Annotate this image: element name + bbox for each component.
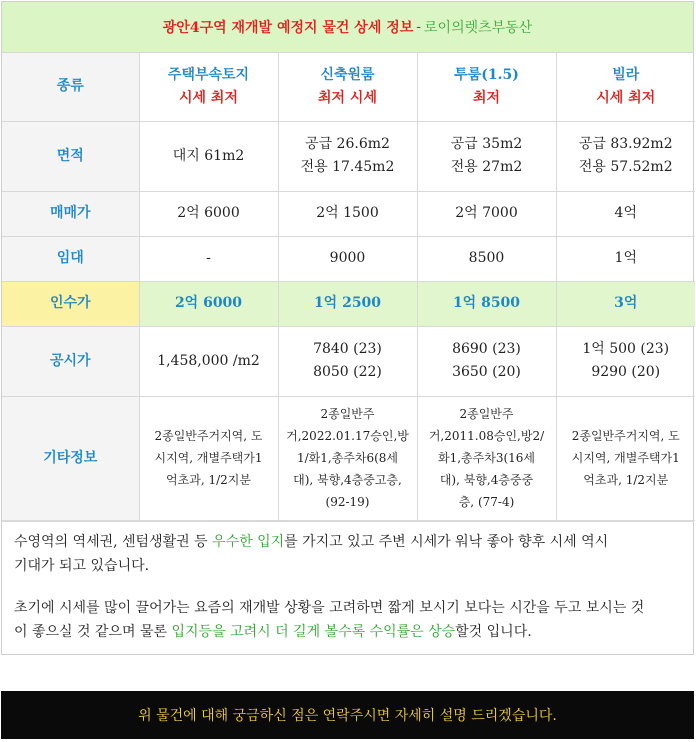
header-land-name: 주택부속토지 <box>167 66 250 83</box>
table-cell: 2종일반주거지역, 도 시지역, 개별주택가1 억초과, 1/2지분 <box>556 396 695 520</box>
table-cell: 1억 <box>556 236 695 281</box>
title-separator: - <box>416 19 422 35</box>
header-oneroom <box>278 53 417 121</box>
row-label-official: 공시가 <box>2 326 139 396</box>
row-label-etc: 기타정보 <box>2 396 139 520</box>
header-type-label: 종류 <box>2 53 139 121</box>
header-land <box>139 53 278 121</box>
table-cell: 공급 83.92m2 전용 57.52m2 <box>556 121 695 191</box>
table-cell: 8690 (23) 3650 (20) <box>417 326 556 396</box>
table-cell: 8500 <box>417 236 556 281</box>
header-oneroom-tag: 최저 시세 <box>318 89 377 106</box>
table-row <box>2 236 695 281</box>
property-table <box>2 53 695 521</box>
description-notes <box>2 521 693 654</box>
table-cell: 7840 (23) 8050 (22) <box>278 326 417 396</box>
table-cell: 2종일반주거지역, 도 시지역, 개별주택가1 억초과, 1/2지분 <box>139 396 278 520</box>
header-villa <box>556 53 695 121</box>
header-row <box>2 53 695 121</box>
header-tworoom-tag: 최저 <box>472 89 501 106</box>
table-cell: 대지 61m2 <box>139 121 278 191</box>
table-cell: 1,458,000 /m2 <box>139 326 278 396</box>
table-cell: 2억 7000 <box>417 191 556 236</box>
contact-banner: 위 물건에 대해 궁금하신 점은 연락주시면 자세히 설명 드리겠습니다. <box>1 691 694 739</box>
header-land-tag: 시세 최저 <box>179 89 238 106</box>
note-paragraph-2: 초기에 시세를 많이 끌어가는 요즘의 재개발 상황을 고려하면 짧게 보시기 보다는 시간을 두고 보시는 것 이 좋으실 것 같으며 물론 입지등을 고려시 더 길게 볼수록 수익률은 상승할것 입니다. <box>14 599 645 640</box>
table-cell: 2억 6000 <box>139 191 278 236</box>
table-cell: 공급 35m2 전용 27m2 <box>417 121 556 191</box>
table-cell: - <box>139 236 278 281</box>
table-row <box>2 121 695 191</box>
table-cell: 공급 26.6m2 전용 17.45m2 <box>278 121 417 191</box>
table-cell: 9000 <box>278 236 417 281</box>
table-row-highlight <box>2 281 695 326</box>
table-cell: 4억 <box>556 191 695 236</box>
header-oneroom-name: 신축원룸 <box>320 66 375 83</box>
table-row <box>2 396 695 520</box>
table-cell: 2종일반주 거,2011.08승인,방2/ 화1,총주차3(16세 대), 북향,4층중중 층, (77-4) <box>417 396 556 520</box>
brand-name: 로이의렛츠부동산 <box>424 20 533 36</box>
header-tworoom <box>417 53 556 121</box>
header-villa-name: 빌라 <box>612 66 640 83</box>
table-cell: 2억 1500 <box>278 191 417 236</box>
table-row <box>2 191 695 236</box>
header-villa-tag: 시세 최저 <box>596 89 656 106</box>
table-cell: 1억 2500 <box>278 281 417 326</box>
property-detail-card <box>1 1 694 655</box>
highlight-text: 입지등을 고려시 더 길게 볼수록 수익률은 상승 <box>171 623 456 640</box>
header-tworoom-name: 투룸(1.5) <box>454 66 519 83</box>
table-cell: 1억 8500 <box>417 281 556 326</box>
highlight-text: 우수한 입지 <box>212 533 285 550</box>
table-cell: 2종일반주 거,2022.01.17승인,방 1/화1,총주차6(8세 대), 북향,4층중고층, (92-19) <box>278 396 417 520</box>
title-bar <box>2 2 693 53</box>
row-label-area: 면적 <box>2 121 139 191</box>
table-row <box>2 326 695 396</box>
page-title: 광안4구역 재개발 예정지 물건 상세 정보 <box>162 20 414 36</box>
table-cell: 1억 500 (23) 9290 (20) <box>556 326 695 396</box>
note-paragraph-1: 수영역의 역세권, 센텀생활권 등 우수한 입지를 가지고 있고 주변 시세가 워낙 좋아 향후 시세 역시 기대가 되고 있습니다. <box>14 533 609 574</box>
table-cell: 3억 <box>556 281 695 326</box>
row-label-sale: 매매가 <box>2 191 139 236</box>
table-cell: 2억 6000 <box>139 281 278 326</box>
row-label-takeover: 인수가 <box>2 281 139 326</box>
row-label-lease: 임대 <box>2 236 139 281</box>
